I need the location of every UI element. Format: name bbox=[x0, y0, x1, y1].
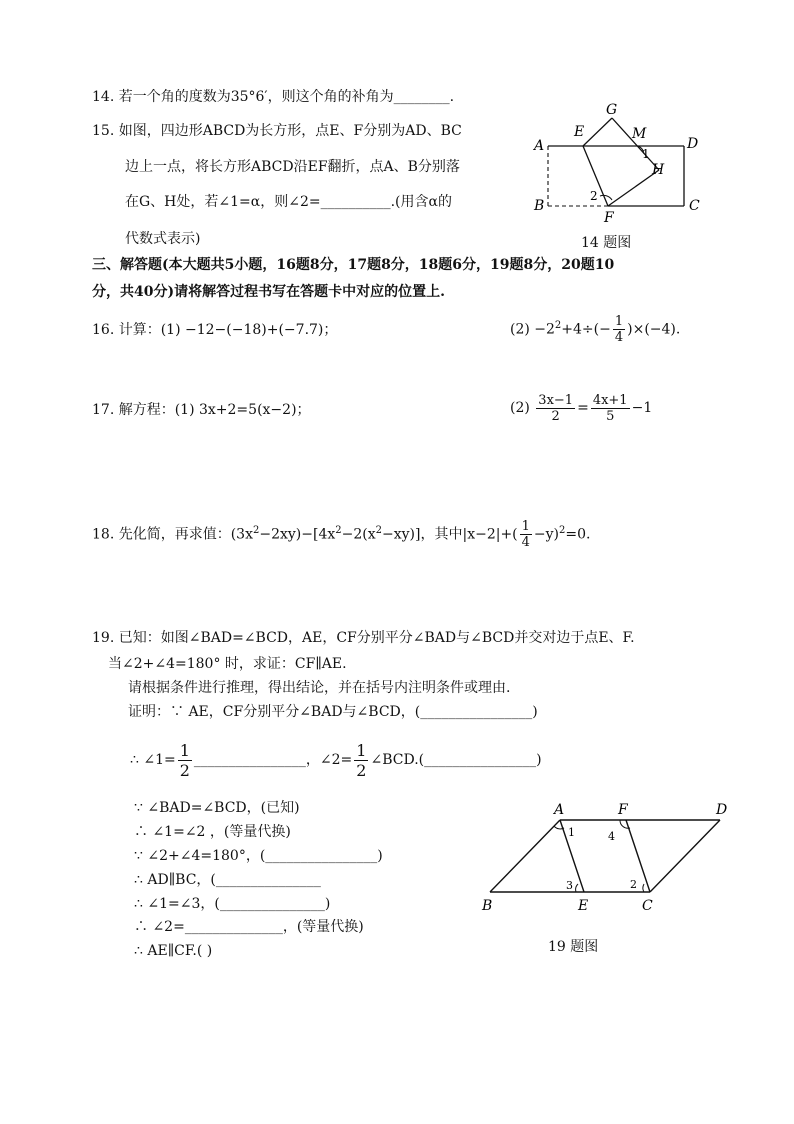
fig14-label-H: H bbox=[652, 162, 665, 178]
fig14-angle-1: 1 bbox=[642, 147, 650, 161]
question-15-line-4: 代数式表示) bbox=[125, 231, 201, 247]
fig14-label-G: G bbox=[606, 102, 618, 118]
fig14-label-F: F bbox=[604, 210, 614, 226]
q17-p2-a: (2) bbox=[510, 400, 530, 416]
q17-f1-den: 2 bbox=[551, 408, 560, 424]
q17-f2-num: 4x+1 bbox=[592, 392, 628, 408]
figure-19 bbox=[478, 798, 738, 923]
question-15-line-2: 边上一点，将长方形ABCD沿EF翻折，点A、B分别落 bbox=[125, 159, 460, 175]
q19-f2-num: 1 bbox=[356, 740, 367, 760]
fig14-angle-2: 2 bbox=[590, 189, 598, 203]
fig14-label-A: A bbox=[534, 138, 545, 154]
q17-end: −1 bbox=[631, 400, 653, 416]
fig19-label-D: D bbox=[716, 802, 728, 818]
section-3-header-line-2: 分，共40分)请将解答过程书写在答题卡中对应的位置上. bbox=[92, 284, 445, 300]
q16-fraction-num: 1 bbox=[614, 314, 624, 330]
q19-fraction-2 bbox=[354, 741, 368, 780]
question-19-line-6: ∵ ∠BAD=∠BCD，(已知) bbox=[134, 800, 300, 816]
q17-fraction-1 bbox=[536, 393, 575, 424]
q18-e2: 2 bbox=[335, 525, 342, 536]
question-19-line-2: 当∠2+∠4=180° 时，求证：CF∥AE. bbox=[108, 656, 347, 672]
figure-14-caption: 14 题图 bbox=[581, 235, 632, 251]
q18-a: 18. 先化简，再求值：(3x bbox=[92, 526, 253, 543]
section-3-header-line-1: 三、解答题(本大题共5小题，16题8分，17题8分，18题6分，19题8分，20题10 bbox=[92, 257, 615, 273]
fig19-angle-3: 3 bbox=[566, 879, 573, 892]
fig14-label-B: B bbox=[534, 198, 545, 214]
figure-19-caption: 19 题图 bbox=[548, 939, 599, 955]
fig14-label-D: D bbox=[687, 136, 699, 152]
question-16-part-1: 16. 计算：(1) −12−(−18)+(−7.7)； bbox=[92, 322, 338, 338]
fig19-label-F: F bbox=[618, 802, 628, 818]
question-19-line-1: 19. 已知：如图∠BAD=∠BCD，AE，CF分别平分∠BAD与∠BCD并交对边于点E、F. bbox=[92, 630, 635, 646]
question-16-part-2 bbox=[510, 309, 680, 347]
fig19-label-C: C bbox=[642, 898, 653, 914]
q19-f1-num: 1 bbox=[179, 740, 190, 760]
question-18 bbox=[92, 513, 591, 553]
q18-e: −y) bbox=[533, 526, 560, 543]
fig19-label-E: E bbox=[578, 898, 589, 914]
question-19-line-4: 证明：∵ AE，CF分别平分∠BAD与∠BCD，(________________) bbox=[128, 704, 538, 720]
q18-e3: 2 bbox=[375, 525, 383, 536]
q18-fraction-num: 1 bbox=[521, 519, 530, 535]
question-15-line-3: 在G、H处，若∠1=α，则∠2=__________.(用含α的 bbox=[125, 194, 452, 210]
q17-eq: = bbox=[577, 400, 589, 416]
fig19-angle-4: 4 bbox=[608, 830, 615, 843]
q17-f2-den: 5 bbox=[606, 408, 615, 424]
q16-fraction bbox=[613, 314, 625, 345]
q18-c: −2(x bbox=[341, 526, 376, 543]
q16-p2-c: )×(−4). bbox=[627, 321, 681, 338]
q16-fraction-den: 4 bbox=[614, 330, 624, 346]
fig14-label-C: C bbox=[689, 198, 700, 214]
fig19-label-A: A bbox=[554, 802, 565, 818]
q18-e1: 2 bbox=[252, 525, 260, 536]
question-19-line-10: ∴ ∠1=∠3，(_______________) bbox=[134, 896, 331, 912]
q16-p2-b: +4÷(− bbox=[561, 321, 611, 338]
q16-p2-a: (2) −2 bbox=[510, 321, 555, 338]
question-17-part-1: 17. 解方程：(1) 3x+2=5(x−2)； bbox=[92, 402, 311, 418]
q18-e4: 2 bbox=[559, 525, 566, 536]
question-15-line-1: 15. 如图，四边形ABCD为长方形，点E、F分别为AD、BC bbox=[92, 123, 462, 139]
question-19-line-8: ∵ ∠2+∠4=180°，(________________) bbox=[134, 848, 383, 864]
q18-fraction bbox=[520, 519, 532, 550]
fig19-angle-1: 1 bbox=[568, 826, 575, 839]
q17-fraction-2 bbox=[591, 393, 630, 424]
fig14-label-E: E bbox=[574, 124, 585, 140]
q18-f: =0. bbox=[565, 526, 591, 543]
question-19-line-12: ∴ AE∥CF.( ) bbox=[134, 943, 213, 959]
q18-fraction-den: 4 bbox=[521, 535, 530, 551]
question-19-line-3: 请根据条件进行推理，得出结论，并在括号内注明条件或理由. bbox=[128, 680, 511, 696]
question-19-line-5 bbox=[130, 740, 542, 780]
q19-l5c: ∠BCD.(________________) bbox=[370, 752, 542, 768]
q18-b: −2xy)−[4x bbox=[259, 526, 336, 543]
q19-l5b: ________________，∠2= bbox=[193, 752, 353, 768]
question-14: 14. 若一个角的度数为35°6′，则这个角的补角为________. bbox=[92, 89, 455, 105]
q19-f2-den: 2 bbox=[356, 760, 367, 780]
q19-f1-den: 2 bbox=[179, 760, 190, 780]
q18-d: −xy)]，其中|x−2|+( bbox=[382, 526, 518, 543]
q17-f1-num: 3x−1 bbox=[538, 392, 574, 408]
q19-fraction-1 bbox=[178, 741, 192, 780]
q19-l5a: ∴ ∠1= bbox=[130, 752, 176, 768]
question-19-line-11: ∴ ∠2=______________，(等量代换) bbox=[134, 919, 364, 935]
q16-p2-exp: 2 bbox=[554, 320, 562, 331]
question-19-line-9: ∴ AD∥BC，(_______________ bbox=[134, 872, 321, 888]
fig19-label-B: B bbox=[482, 898, 493, 914]
question-17-part-2 bbox=[510, 390, 652, 426]
fig19-angle-2: 2 bbox=[630, 878, 637, 891]
question-19-line-7: ∴ ∠1=∠2 ，(等量代换) bbox=[134, 824, 291, 840]
fig14-label-M: M bbox=[632, 126, 647, 142]
